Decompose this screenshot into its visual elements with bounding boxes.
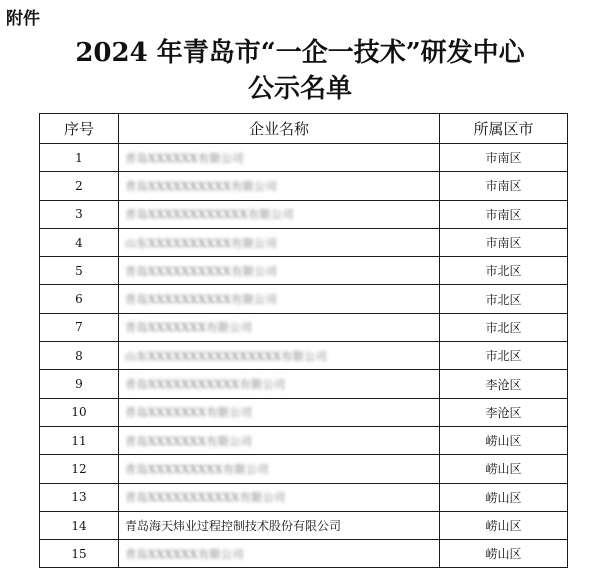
row-company-name-cell [119, 200, 440, 228]
table-row [40, 257, 568, 285]
row-district: 市南区 [440, 200, 568, 228]
row-serial-number: 1 [40, 144, 119, 172]
row-serial-number: 4 [40, 228, 119, 256]
table-row [40, 483, 568, 511]
row-company-name-cell [119, 342, 440, 370]
row-company-name-cell [119, 313, 440, 341]
row-company-name-cell [119, 228, 440, 256]
row-district: 市南区 [440, 144, 568, 172]
redacted-company-name: 青岛XXXXXXXXXX有限公司 [125, 264, 278, 278]
table-row [40, 540, 568, 568]
row-district: 市北区 [440, 285, 568, 313]
row-district: 李沧区 [440, 398, 568, 426]
row-company-name-cell [119, 511, 440, 539]
redacted-company-name: 青岛XXXXXXX有限公司 [125, 321, 253, 335]
row-serial-number: 5 [40, 257, 119, 285]
row-company-name-cell [119, 455, 440, 483]
redacted-company-name: 山东XXXXXXXXXX有限公司 [125, 236, 278, 250]
row-serial-number: 8 [40, 342, 119, 370]
redacted-company-name: 青岛XXXXXX有限公司 [125, 151, 244, 165]
table-row [40, 426, 568, 454]
row-serial-number: 10 [40, 398, 119, 426]
company-name: 青岛海天炜业过程控制技术股份有限公司 [125, 519, 342, 533]
table-row [40, 511, 568, 539]
row-district: 市北区 [440, 342, 568, 370]
row-district: 市北区 [440, 257, 568, 285]
redacted-company-name: 青岛XXXXXXXXXXX有限公司 [125, 378, 286, 392]
row-serial-number: 7 [40, 313, 119, 341]
document-title-line-2: 公示名单 [247, 74, 352, 104]
redacted-company-name: 青岛XXXXXX有限公司 [125, 547, 244, 561]
row-company-name-cell [119, 426, 440, 454]
document-title-line-1: 2024 年青岛市“一企一技术”研发中心 [75, 38, 525, 68]
row-company-name-cell [119, 172, 440, 200]
row-district: 市北区 [440, 313, 568, 341]
redacted-company-name: 青岛XXXXXXXXXXX有限公司 [125, 491, 286, 505]
attachment-label: 附件 [6, 9, 40, 29]
redacted-company-name: 青岛XXXXXXX有限公司 [125, 434, 253, 448]
row-serial-number: 14 [40, 511, 119, 539]
redacted-company-name: 青岛XXXXXXXXXXXX有限公司 [125, 208, 294, 222]
table-row [40, 144, 568, 172]
redacted-company-name: 青岛XXXXXXX有限公司 [125, 406, 253, 420]
redacted-company-name: 青岛XXXXXXXXXX有限公司 [125, 179, 278, 193]
row-company-name-cell [119, 370, 440, 398]
row-company-name-cell [119, 540, 440, 568]
row-company-name-cell [119, 285, 440, 313]
header-district: 所属区市 [440, 114, 568, 144]
table-row [40, 455, 568, 483]
row-serial-number: 11 [40, 426, 119, 454]
header-company-name: 企业名称 [119, 114, 440, 144]
row-district: 市南区 [440, 228, 568, 256]
row-district: 崂山区 [440, 540, 568, 568]
row-company-name-cell [119, 398, 440, 426]
table-row [40, 285, 568, 313]
row-serial-number: 13 [40, 483, 119, 511]
table-row [40, 228, 568, 256]
redacted-company-name: 青岛XXXXXXXXXX有限公司 [125, 293, 278, 307]
table-body [40, 144, 568, 568]
row-district: 崂山区 [440, 455, 568, 483]
row-serial-number: 6 [40, 285, 119, 313]
table-row [40, 342, 568, 370]
row-serial-number: 2 [40, 172, 119, 200]
row-serial-number: 15 [40, 540, 119, 568]
row-company-name-cell [119, 144, 440, 172]
enterprise-list-table [39, 113, 568, 568]
row-company-name-cell [119, 257, 440, 285]
table-row [40, 313, 568, 341]
row-district: 市南区 [440, 172, 568, 200]
table-row [40, 370, 568, 398]
table-row [40, 200, 568, 228]
row-district: 崂山区 [440, 483, 568, 511]
row-district: 李沧区 [440, 370, 568, 398]
row-district: 崂山区 [440, 511, 568, 539]
row-company-name-cell [119, 483, 440, 511]
table-row [40, 172, 568, 200]
table-header-row [40, 114, 568, 144]
row-serial-number: 12 [40, 455, 119, 483]
redacted-company-name: 青岛XXXXXXXXX有限公司 [125, 462, 269, 476]
header-serial-number: 序号 [40, 114, 119, 144]
row-district: 崂山区 [440, 426, 568, 454]
table-row [40, 398, 568, 426]
row-serial-number: 9 [40, 370, 119, 398]
row-serial-number: 3 [40, 200, 119, 228]
redacted-company-name: 山东XXXXXXXXXXXXXXXX有限公司 [125, 349, 328, 363]
